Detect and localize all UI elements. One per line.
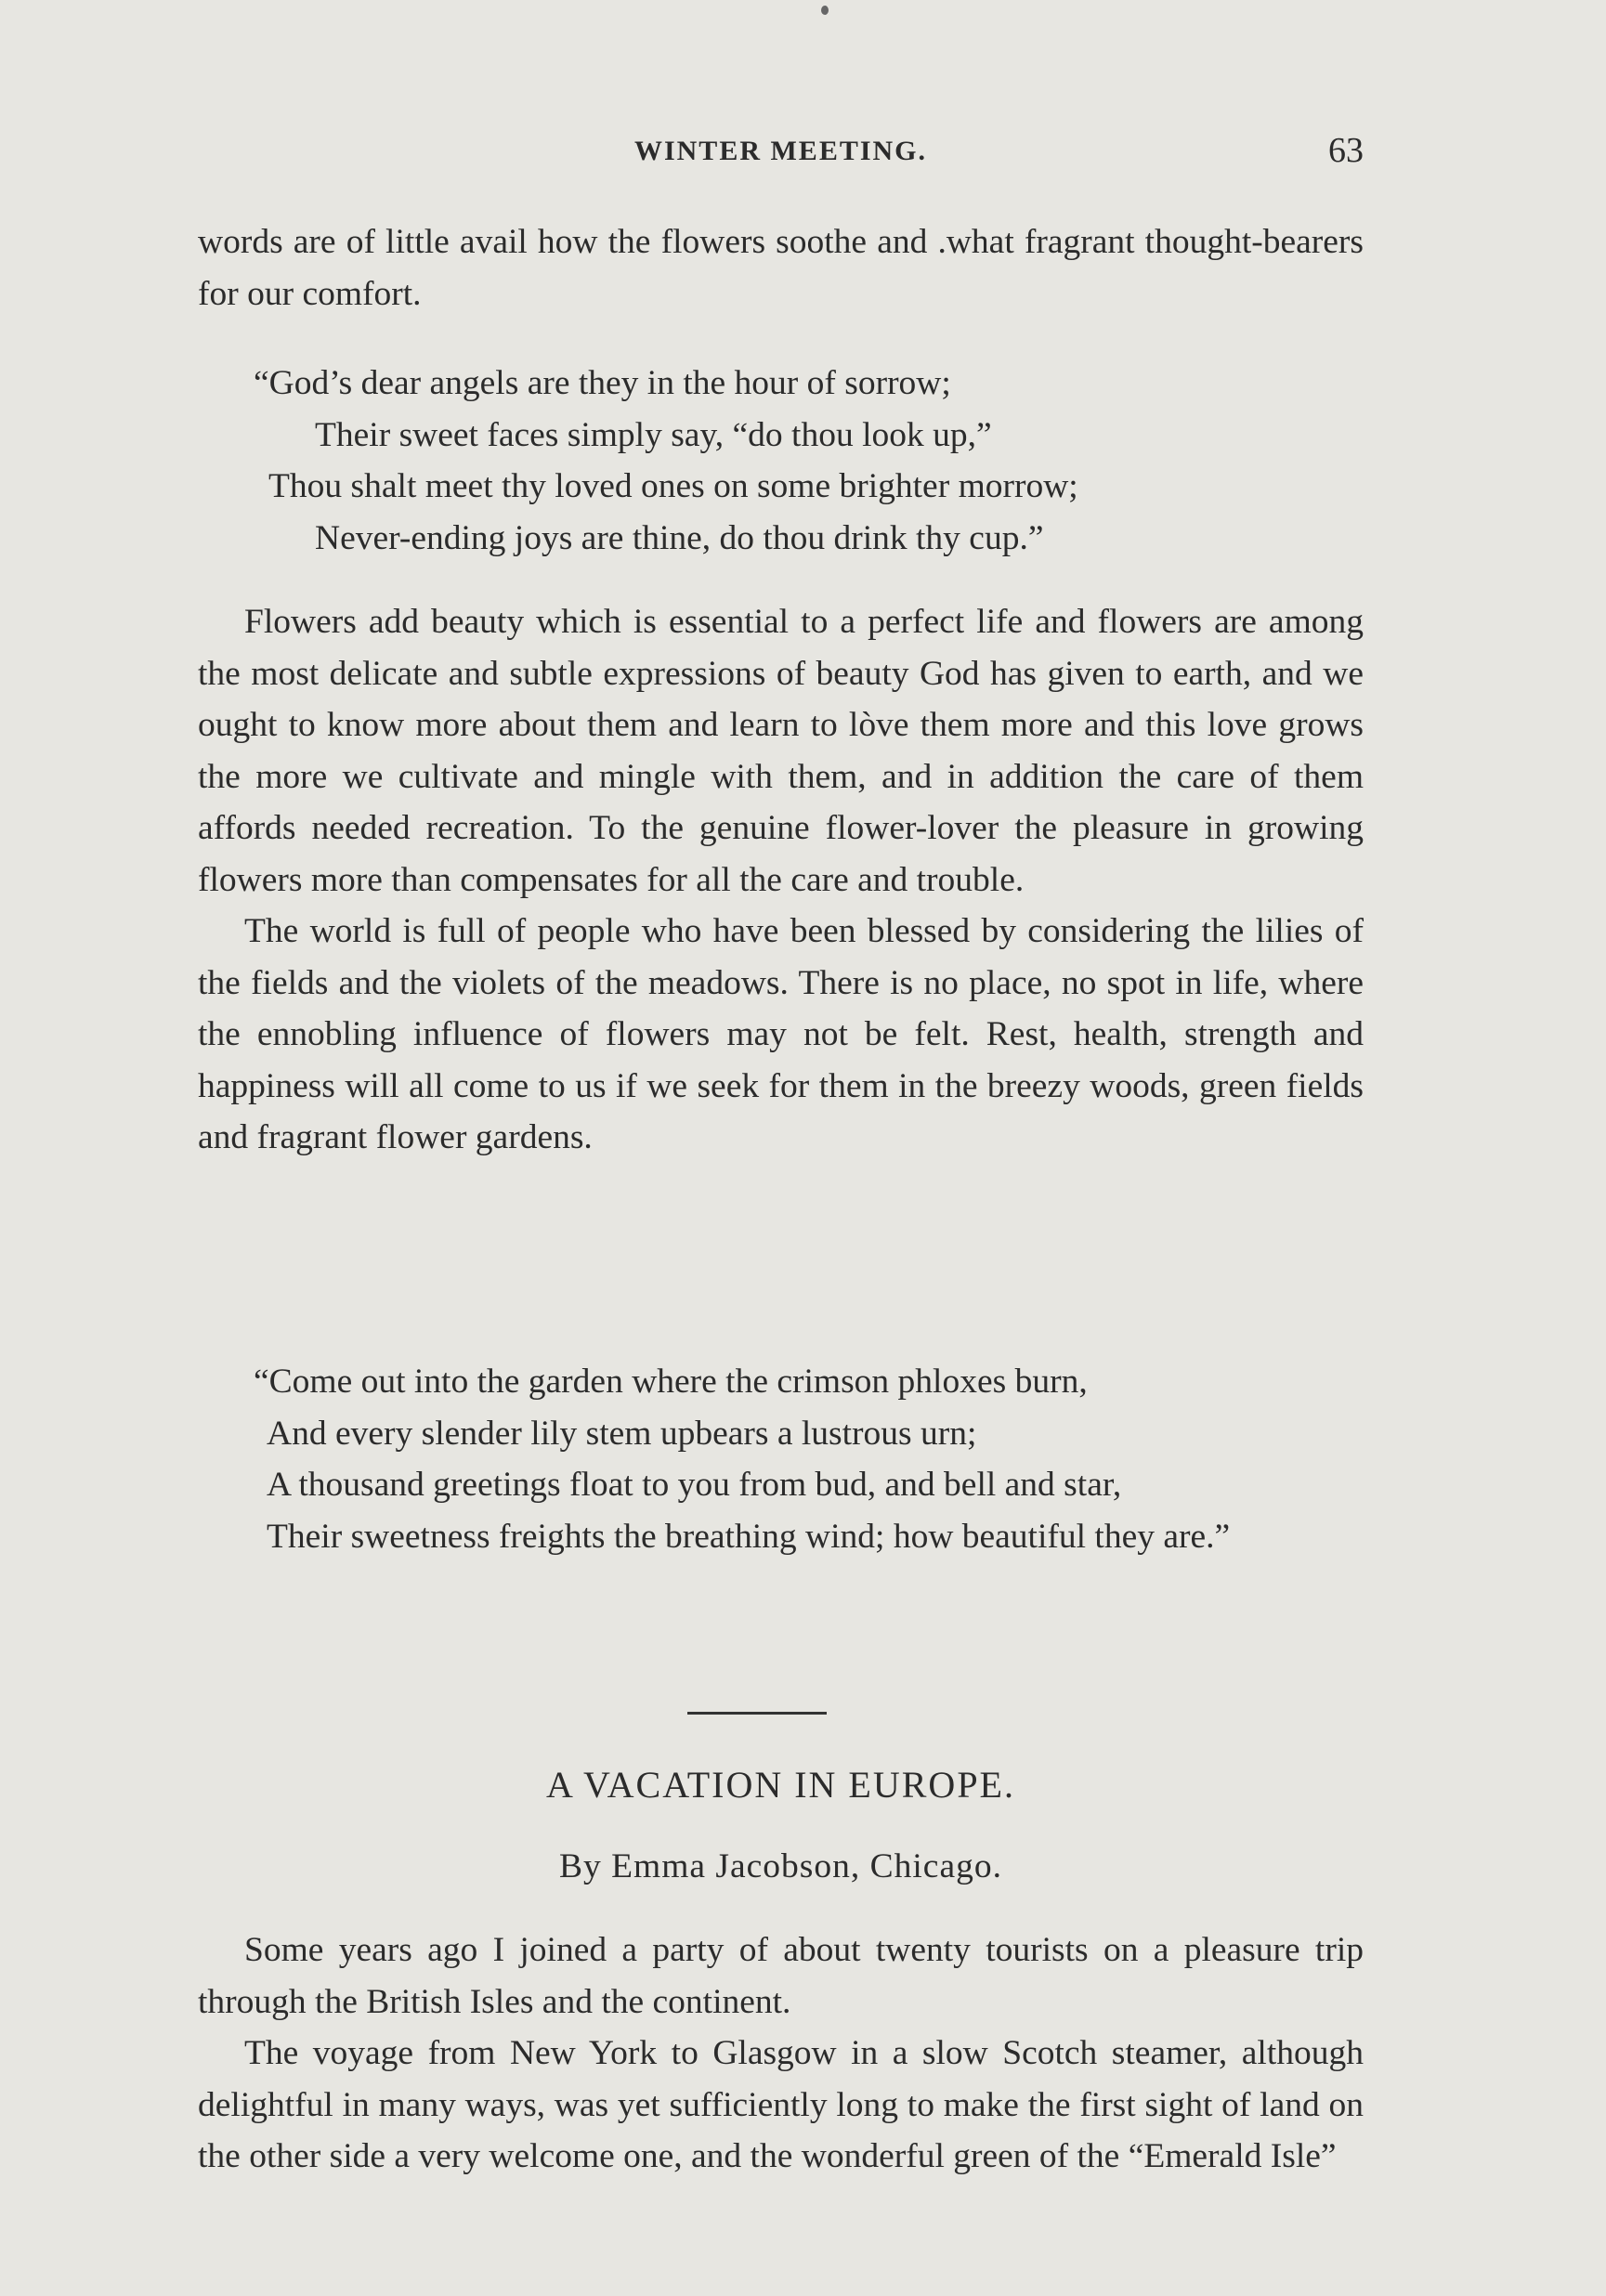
poem-1-line-2: Their sweet faces simply say, “do thou look up,” <box>315 415 992 454</box>
running-head: WINTER MEETING. <box>633 136 928 166</box>
continuation-paragraph: words are of little avail how the flowers soothe and .what fragrant thought-bearers for our comfort. <box>198 223 1364 313</box>
poem-2-line-3: A thousand greetings float to you from bud, and bell and star, <box>267 1466 1122 1504</box>
poem-1-line-3: Thou shalt meet thy loved ones on some brighter morrow; <box>268 467 1078 505</box>
poem-2-line-4: Their sweetness freights the breathing wind; how beautiful they are.” <box>267 1517 1231 1556</box>
article-paragraph-2: The voyage from New York to Glasgow in a slow Scotch steamer, although delightful in many ways, was yet sufficiently long to make the first sight of land on the other side a very welcome one, and the wonderful green of the “Emerald Isle” <box>198 2034 1364 2175</box>
poem-1-line-1: “God’s dear angels are they in the hour of sorrow; <box>254 364 951 402</box>
ink-speck <box>821 6 829 15</box>
poem-1-line-4: Never-ending joys are thine, do thou drink thy cup.” <box>315 518 1044 557</box>
continuation-block <box>198 216 1364 320</box>
paragraph-flowers-beauty: Flowers add beauty which is essential to a perfect life and flowers are among the most delicate and subtle expressions of beauty God has given to earth, and we ought to know more about them and learn to lòve them more and this love grows the more we cultivate and mingle with them, and in addition the care of them affords needed recreation. To the genuine flower-lover the pleasure in growing flowers more than compensates for all the care and trouble. <box>198 603 1364 899</box>
poem-1 <box>198 358 1364 564</box>
poem-2 <box>198 1356 1364 1562</box>
poem-2-line-1: “Come out into the garden where the crimson phloxes burn, <box>254 1363 1088 1401</box>
section-divider <box>687 1712 827 1715</box>
article-body <box>198 1924 1364 2183</box>
article-paragraph-1: Some years ago I joined a party of about twenty tourists on a pleasure trip through the British Isles and the continent. <box>198 1931 1364 2021</box>
poem-2-line-2: And every slender lily stem upbears a lustrous urn; <box>267 1414 977 1453</box>
article-title: A VACATION IN EUROPE. <box>545 1764 1015 1806</box>
paragraph-world-full: The world is full of people who have been blessed by considering the lilies of the fields and the violets of the meadows. There is no place, no spot in life, where the ennobling influence of flowers may not be felt. Rest, health, strength and happiness will all come to us if we seek for them in the breezy woods, green fields and fragrant flower gardens. <box>198 912 1364 1156</box>
page-number: 63 <box>1328 131 1364 170</box>
page-header <box>198 130 1364 176</box>
article-byline: By Emma Jacobson, Chicago. <box>559 1847 1002 1885</box>
body-paragraphs <box>198 596 1364 1164</box>
